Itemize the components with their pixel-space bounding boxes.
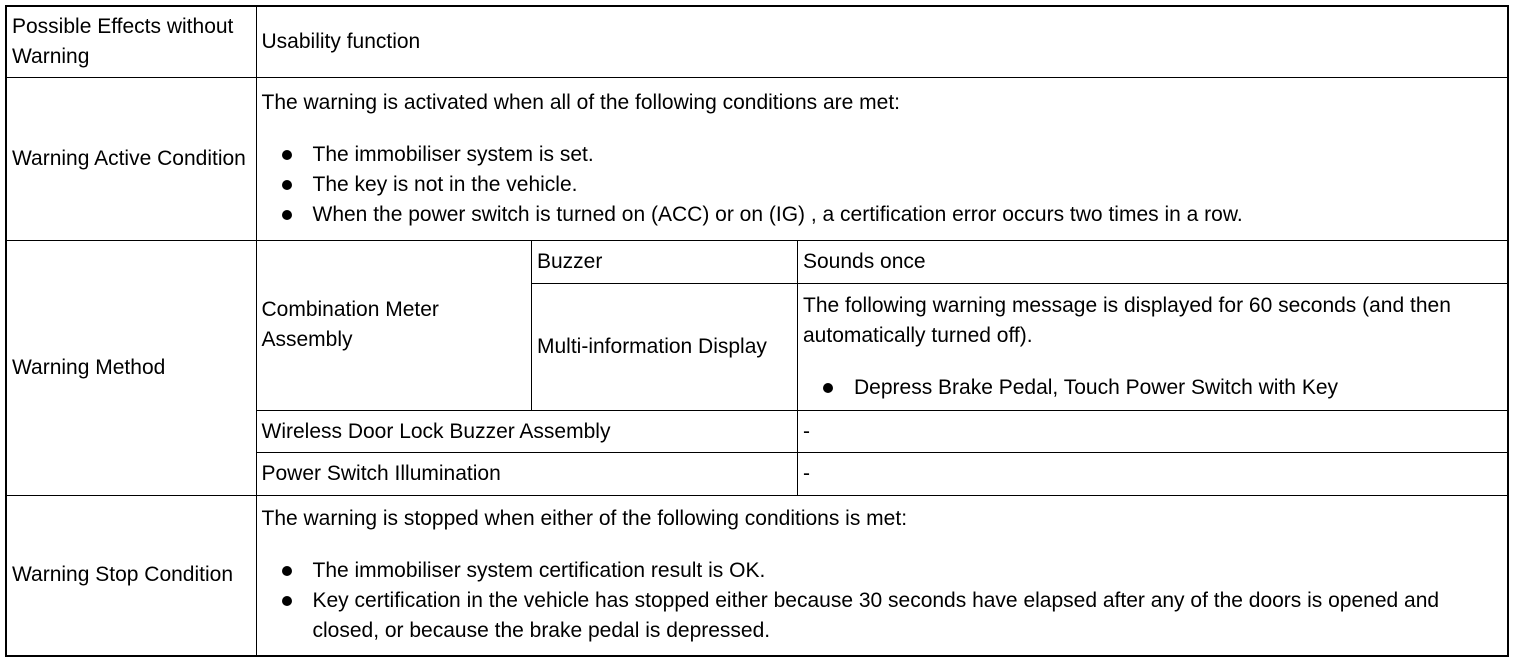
row-label-warning-method: Warning Method bbox=[6, 240, 256, 495]
buzzer-value: Sounds once bbox=[798, 241, 1508, 284]
table-row bbox=[257, 241, 1508, 284]
warning-spec-table bbox=[5, 5, 1509, 657]
wireless-buzzer-label: Wireless Door Lock Buzzer Assembly bbox=[257, 411, 798, 453]
warning-stop-intro: The warning is stopped when either of the following conditions is met: bbox=[261, 507, 908, 531]
table-row bbox=[257, 453, 1508, 495]
power-switch-value: - bbox=[798, 453, 1508, 495]
row-warning-active bbox=[6, 77, 1508, 240]
display-message-text: The following warning message is displayed for 60 seconds (and then automatically turned off). bbox=[803, 294, 1451, 347]
warning-active-list bbox=[262, 140, 1503, 230]
combination-meter-label: Combination Meter Assembly bbox=[257, 241, 532, 411]
possible-effects-value: Usability function bbox=[256, 6, 1508, 77]
row-warning-method bbox=[6, 240, 1508, 495]
row-warning-stop bbox=[6, 495, 1508, 656]
table-row bbox=[257, 411, 1508, 453]
list-item: Key certification in the vehicle has stopped either because 30 seconds have elapsed after any of the doors is opened and closed, or because the brake pedal is depressed. bbox=[262, 586, 1503, 646]
power-switch-label: Power Switch Illumination bbox=[257, 453, 798, 495]
list-item: The immobiliser system certification result is OK. bbox=[262, 556, 1503, 586]
warning-active-intro: The warning is activated when all of the following conditions are met: bbox=[261, 90, 901, 114]
row-label-possible-effects: Possible Effects without Warning bbox=[6, 6, 256, 77]
row-possible-effects bbox=[6, 6, 1508, 77]
warning-stop-list bbox=[262, 556, 1503, 646]
multi-info-display-value bbox=[798, 284, 1508, 411]
display-message-list bbox=[803, 373, 1502, 403]
list-item: When the power switch is turned on (ACC) or on (IG) , a certification error occurs two times in a row. bbox=[262, 200, 1503, 230]
row-label-warning-stop: Warning Stop Condition bbox=[6, 495, 256, 656]
list-item: The key is not in the vehicle. bbox=[262, 170, 1503, 200]
list-item: The immobiliser system is set. bbox=[262, 140, 1503, 170]
list-item: Depress Brake Pedal, Touch Power Switch with Key bbox=[803, 373, 1502, 403]
row-label-warning-active: Warning Active Condition bbox=[6, 77, 256, 240]
warning-method-table bbox=[257, 241, 1508, 495]
warning-active-cell bbox=[256, 77, 1508, 240]
buzzer-label: Buzzer bbox=[532, 241, 798, 284]
multi-info-display-label: Multi-information Display bbox=[532, 284, 798, 411]
document-page bbox=[5, 5, 1509, 657]
warning-method-cell bbox=[256, 240, 1508, 495]
warning-stop-cell bbox=[256, 495, 1508, 656]
wireless-buzzer-value: - bbox=[798, 411, 1508, 453]
